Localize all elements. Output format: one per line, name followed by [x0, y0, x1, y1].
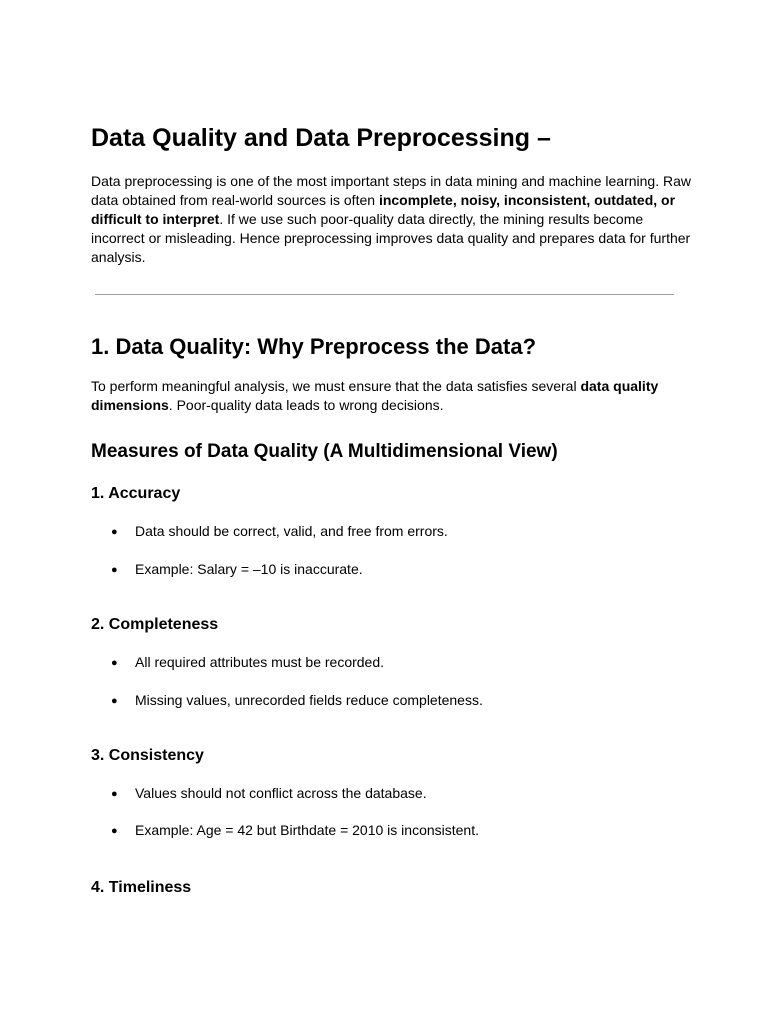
section-heading: 1. Data Quality: Why Preprocess the Data? — [91, 334, 537, 359]
list-item — [111, 784, 427, 804]
intro-text-start: Data preprocessing is one of the most important steps in data mining and machine learning. Raw data obtained from real-world sources is often — [91, 173, 691, 208]
intro-bold-text: incomplete, noisy, inconsistent, outdated, or difficult to interpret — [91, 192, 676, 227]
intro-paragraph — [91, 172, 691, 267]
intro-text-end: . If we use such poor-quality data directly, the mining results become incorrect or misleading. Hence preprocessing improves data quality and prepares data for further analysis. — [91, 211, 691, 265]
section-text-start: To perform meaningful analysis, we must ensure that the data satisfies several — [91, 378, 581, 394]
bullet-icon: ● — [111, 788, 118, 800]
list-item-text: Data should be correct, valid, and free from errors. — [135, 523, 448, 539]
list-item — [111, 560, 363, 580]
list-item — [111, 522, 448, 542]
horizontal-divider — [95, 294, 674, 295]
section-text-end: . Poor-quality data leads to wrong decisions. — [168, 397, 444, 413]
list-item-text: Example: Age = 42 but Birthdate = 2010 is inconsistent. — [135, 822, 479, 838]
bullet-icon: ● — [111, 657, 118, 669]
measure-heading-consistency: 3. Consistency — [91, 747, 204, 764]
measure-heading-completeness: 2. Completeness — [91, 616, 219, 633]
bullet-icon: ● — [111, 825, 118, 837]
list-item — [111, 653, 384, 673]
list-item-text: Values should not conflict across the database. — [135, 785, 427, 801]
list-item-text: Example: Salary = –10 is inaccurate. — [135, 561, 363, 577]
list-item — [111, 691, 483, 711]
section-paragraph — [91, 377, 691, 415]
bullet-icon: ● — [111, 695, 118, 707]
document-title: Data Quality and Data Preprocessing – — [91, 124, 551, 152]
list-item-text: All required attributes must be recorded. — [135, 654, 385, 670]
subsection-heading: Measures of Data Quality (A Multidimensional View) — [91, 441, 558, 462]
measure-heading-accuracy: 1. Accuracy — [91, 485, 181, 502]
section-bold-text: data quality dimensions — [91, 378, 659, 413]
measure-heading-timeliness: 4. Timeliness — [91, 879, 192, 896]
list-item-text: Missing values, unrecorded fields reduce completeness. — [135, 692, 483, 708]
bullet-icon: ● — [111, 564, 118, 576]
list-item — [111, 821, 479, 841]
bullet-icon: ● — [111, 526, 118, 538]
